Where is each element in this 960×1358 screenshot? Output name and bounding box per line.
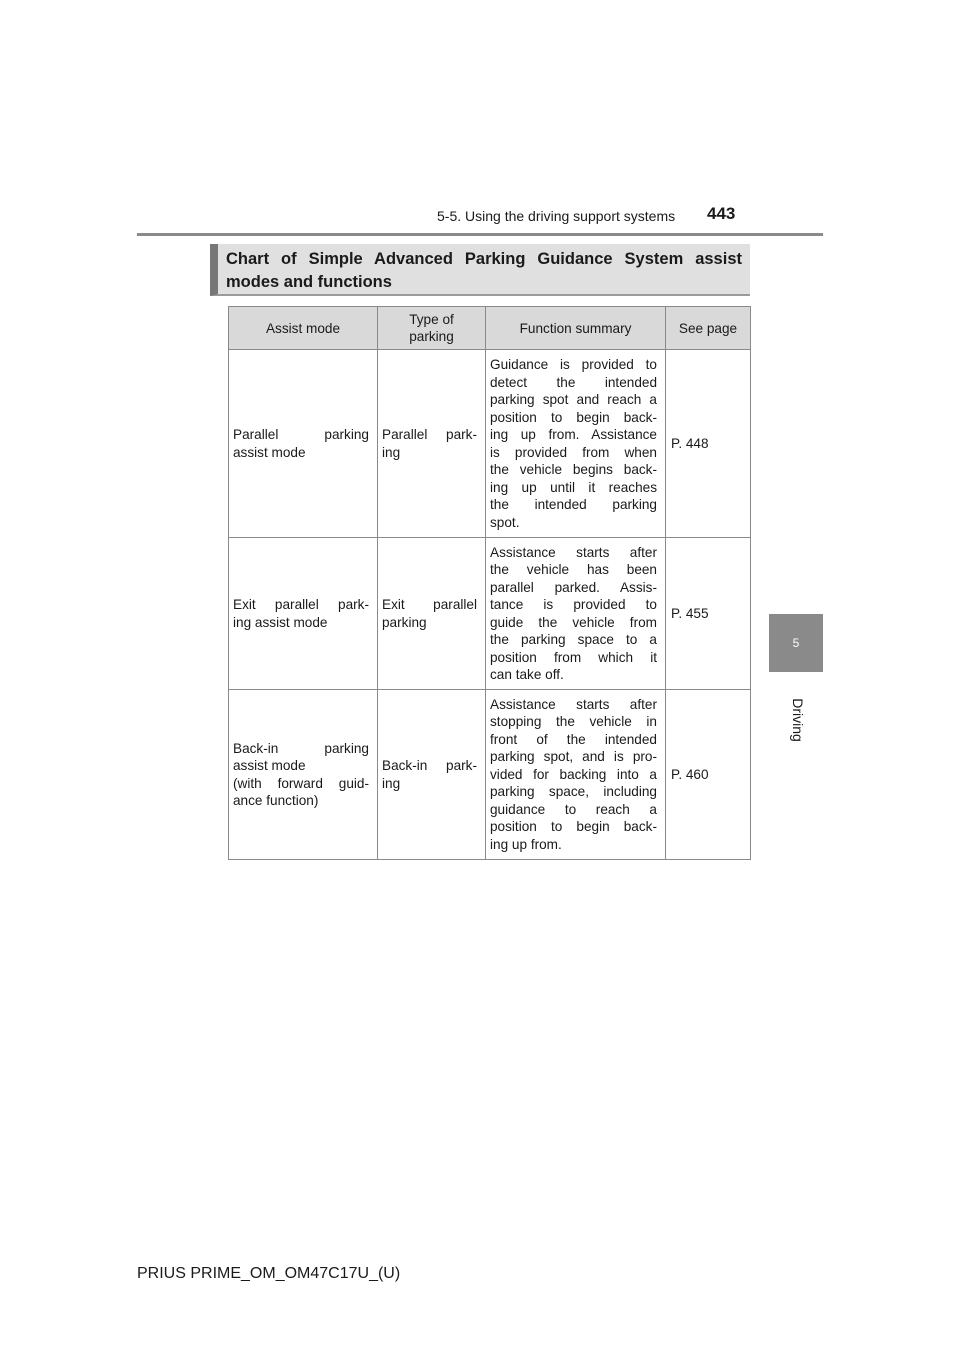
cell-line: stopping the vehicle in	[490, 714, 657, 730]
cell-line: parking	[382, 614, 427, 630]
assist-modes-table	[228, 306, 751, 860]
cell-line: Parallel parking	[233, 427, 369, 442]
cell-line: ance function)	[233, 793, 319, 808]
cell-line: guidance to reach a	[490, 801, 657, 817]
cell-line: ing	[382, 775, 401, 791]
cell-line: is provided from when	[490, 444, 657, 460]
running-header-section: 5-5. Using the driving support systems	[437, 208, 676, 224]
cell-see-page: P. 460	[666, 690, 751, 860]
cell-assist-mode	[229, 350, 378, 538]
cell-line: Parallel park-	[382, 427, 477, 442]
header-type-line: parking	[409, 329, 454, 344]
header-function-summary: Function summary	[486, 307, 666, 350]
cell-line: the parking space to a	[490, 632, 657, 647]
cell-see-page: P. 448	[666, 350, 751, 538]
cell-line: parking space, including	[490, 784, 657, 800]
cell-line: Back-in parking	[233, 740, 369, 756]
header-type-line: Type of	[409, 312, 454, 327]
cell-line: ing up from.	[490, 836, 562, 852]
cell-line: vided for backing into a	[490, 766, 657, 782]
cell-type-of-parking	[378, 690, 486, 860]
cell-function-summary	[486, 350, 666, 538]
cell-line: ing assist mode	[233, 614, 328, 630]
cell-line: detect the intended	[490, 374, 657, 390]
cell-line: Assistance starts after	[490, 696, 657, 712]
cell-see-page: P. 455	[666, 538, 751, 690]
cell-line: the vehicle has been	[490, 562, 657, 577]
table-row	[229, 350, 751, 538]
table-header-row	[229, 307, 751, 350]
cell-line: position to begin back-	[490, 409, 657, 425]
document-id-footer: PRIUS PRIME_OM_OM47C17U_(U)	[137, 1265, 401, 1282]
header-type-of-parking	[378, 307, 486, 350]
cell-line: (with forward guid-	[233, 775, 369, 791]
cell-line: ing	[382, 444, 401, 460]
header-divider	[137, 233, 823, 236]
chapter-label: Driving	[790, 698, 807, 742]
cell-line: can take off.	[490, 667, 564, 682]
table-row	[229, 538, 751, 690]
page-number: 443	[707, 204, 736, 223]
cell-line: assist mode	[233, 444, 306, 460]
cell-line: Exit parallel	[382, 597, 477, 612]
cell-line: the intended parking	[490, 497, 657, 512]
cell-line: front of the intended	[490, 731, 657, 747]
section-heading	[210, 244, 750, 296]
cell-line: ing up from. Assistance	[490, 427, 657, 442]
cell-line: Exit parallel park-	[233, 597, 369, 612]
table-row	[229, 690, 751, 860]
cell-line: tance is provided to	[490, 597, 657, 612]
cell-function-summary	[486, 538, 666, 690]
cell-line: position from which it	[490, 649, 657, 665]
cell-type-of-parking	[378, 350, 486, 538]
section-heading-line: Chart of Simple Advanced Parking Guidance System assist	[226, 250, 742, 268]
cell-line: parking spot and reach a	[490, 392, 657, 407]
cell-type-of-parking	[378, 538, 486, 690]
cell-line: assist mode	[233, 758, 306, 773]
chapter-tab	[769, 614, 823, 672]
cell-line: Guidance is provided to	[490, 357, 657, 372]
header-assist-mode: Assist mode	[229, 307, 378, 350]
cell-line: ing up until it reaches	[490, 479, 657, 495]
cell-line: guide the vehicle from	[490, 614, 657, 630]
cell-line: parking spot, and is pro-	[490, 749, 657, 765]
cell-assist-mode	[229, 538, 378, 690]
cell-line: Back-in park-	[382, 758, 477, 773]
section-heading-line: modes and functions	[226, 273, 392, 291]
chapter-number: 5	[792, 636, 800, 650]
header-see-page: See page	[666, 307, 751, 350]
cell-line: position to begin back-	[490, 819, 657, 835]
cell-line: spot.	[490, 514, 520, 530]
cell-function-summary	[486, 690, 666, 860]
cell-assist-mode	[229, 690, 378, 860]
chapter-label-container	[783, 680, 813, 760]
cell-line: the vehicle begins back-	[490, 462, 657, 477]
cell-line: Assistance starts after	[490, 544, 657, 560]
cell-line: parallel parked. Assis-	[490, 579, 657, 595]
